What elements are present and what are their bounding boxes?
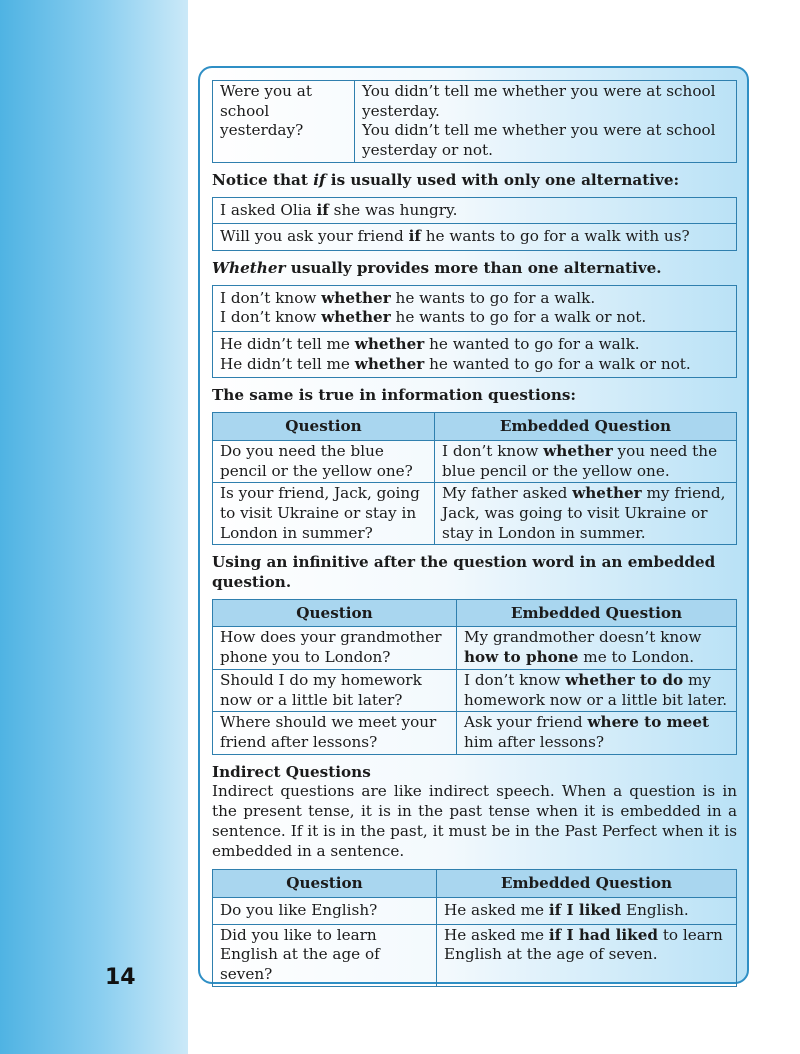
header-question: Question (213, 870, 437, 898)
table-row (213, 669, 737, 711)
question-cell: Should I do my homework now or a little bit later? (213, 669, 457, 711)
note-infinitive: Using an infinitive after the question word in an embedded question. (212, 553, 716, 592)
embedded-line-2: You didn’t tell me whether you were at school yesterday or not. (362, 121, 716, 160)
text: I asked Olia (220, 200, 317, 219)
header-embedded: Embedded Question (435, 413, 737, 441)
question-cell: Do you need the blue pencil or the yellow one? (213, 440, 435, 482)
text: Ask your friend (464, 713, 588, 732)
page-number: 14 (105, 965, 136, 990)
table-information-questions (212, 412, 737, 545)
text: I don’t know (464, 670, 566, 689)
text: he wants to go for a walk with us? (420, 227, 690, 246)
table-row (213, 924, 737, 986)
table-infinitive (212, 599, 737, 755)
text: He didn’t tell me (220, 354, 355, 373)
bold-text: if (316, 200, 329, 219)
text: English. (621, 900, 689, 919)
embedded-cell (435, 440, 737, 482)
question-cell: Did you like to learn English at the age of seven? (213, 924, 437, 986)
embedded-cell (437, 897, 737, 924)
bold-text: whether (321, 288, 391, 307)
note-if-pre: Notice that (212, 170, 314, 189)
bold-text: whether (354, 354, 425, 373)
text: he wants to go for a walk. (390, 288, 596, 307)
table-row (213, 224, 737, 251)
text: my homework now or a little bit later. (464, 670, 728, 709)
bold-text: if (408, 227, 421, 246)
table-row (213, 712, 737, 754)
question-cell: Is your friend, Jack, going to visit Ukraine or stay in London in summer? (213, 483, 435, 545)
note-if-post: is usually used with only one alternative: (325, 170, 680, 189)
note-if-em: if (313, 170, 326, 189)
table-row (213, 285, 737, 331)
table-row (213, 897, 737, 924)
text: He asked me (444, 925, 549, 944)
table-row (213, 197, 737, 224)
question-cell: Do you like English? (213, 897, 437, 924)
note-if (212, 171, 737, 191)
bold-text: whether (572, 484, 642, 503)
example-line (220, 289, 729, 309)
header-question: Question (213, 413, 435, 441)
question-cell: Where should we meet your friend after lessons? (213, 712, 457, 754)
table-header-row (213, 413, 737, 441)
bold-text: how to phone (464, 648, 579, 667)
example-line (220, 355, 729, 375)
note-whether-em: Whether (212, 258, 286, 277)
text: He asked me (444, 900, 549, 919)
example-line (220, 308, 729, 328)
header-embedded: Embedded Question (437, 870, 737, 898)
text: Will you ask your friend (220, 227, 409, 246)
header-question: Question (213, 599, 457, 627)
text: me to London. (578, 648, 695, 667)
table-header-row (213, 599, 737, 627)
bold-text: whether to do (565, 670, 684, 689)
text: you need the blue pencil or the yellow one. (442, 441, 718, 480)
text: to learn English at the age of seven. (444, 925, 723, 964)
text: he wanted to go for a walk. (424, 335, 640, 354)
note-whether (212, 259, 737, 279)
table-row (213, 627, 737, 669)
embedded-cell (457, 627, 737, 669)
table-header-row (213, 870, 737, 898)
bold-text: if I had liked (548, 925, 658, 944)
table-row (213, 81, 737, 163)
section-title: Indirect Questions (212, 762, 371, 781)
bold-text: where to meet (587, 713, 710, 732)
table-row (213, 440, 737, 482)
text: He didn’t tell me (220, 335, 355, 354)
embedded-cell (457, 712, 737, 754)
bold-text: whether (354, 335, 425, 354)
text: she was hungry. (328, 200, 458, 219)
side-color-strip (0, 0, 188, 1054)
section-text: Indirect questions are like indirect speech. When a question is in the present tense, it is in the past tense when it is embedded in a sentence. If it is in the past, it must be in the Past Perfect when it is embedded in a sentence. (212, 782, 737, 860)
text: My father asked (442, 484, 573, 503)
embedded-line-1: You didn’t tell me whether you were at school yesterday. (362, 82, 716, 120)
example-cell (213, 197, 737, 224)
text: I don’t know (442, 441, 544, 460)
embedded-cell (437, 924, 737, 986)
table-indirect-questions (212, 869, 737, 987)
text: My grandmother doesn’t know (464, 628, 702, 647)
indirect-questions-section (212, 763, 737, 862)
bold-text: whether (321, 308, 391, 327)
text: I don’t know (220, 308, 322, 327)
grammar-content (212, 80, 737, 987)
table-if-examples (212, 197, 737, 251)
note-whether-post: usually provides more than one alternative. (285, 258, 662, 277)
example-line (220, 335, 729, 355)
embedded-cell (435, 483, 737, 545)
table-row (213, 483, 737, 545)
text: him after lessons? (464, 732, 605, 751)
text: he wanted to go for a walk or not. (424, 354, 691, 373)
text: he wants to go for a walk or not. (390, 308, 647, 327)
embedded-cell (457, 669, 737, 711)
example-cell (213, 285, 737, 331)
text: my friend, Jack, was going to visit Ukraine or stay in London in summer. (442, 484, 726, 542)
table-row (213, 332, 737, 378)
header-embedded: Embedded Question (457, 599, 737, 627)
question-cell: Were you at school yesterday? (213, 81, 355, 163)
question-cell: How does your grandmother phone you to London? (213, 627, 457, 669)
embedded-cell (355, 81, 737, 163)
example-cell (213, 332, 737, 378)
bold-text: if I liked (548, 900, 622, 919)
table-whether-example (212, 80, 737, 163)
table-whether-examples (212, 285, 737, 379)
example-cell (213, 224, 737, 251)
note-information-questions: The same is true in information questions: (212, 386, 577, 405)
text: I don’t know (220, 288, 322, 307)
bold-text: whether (543, 441, 613, 460)
